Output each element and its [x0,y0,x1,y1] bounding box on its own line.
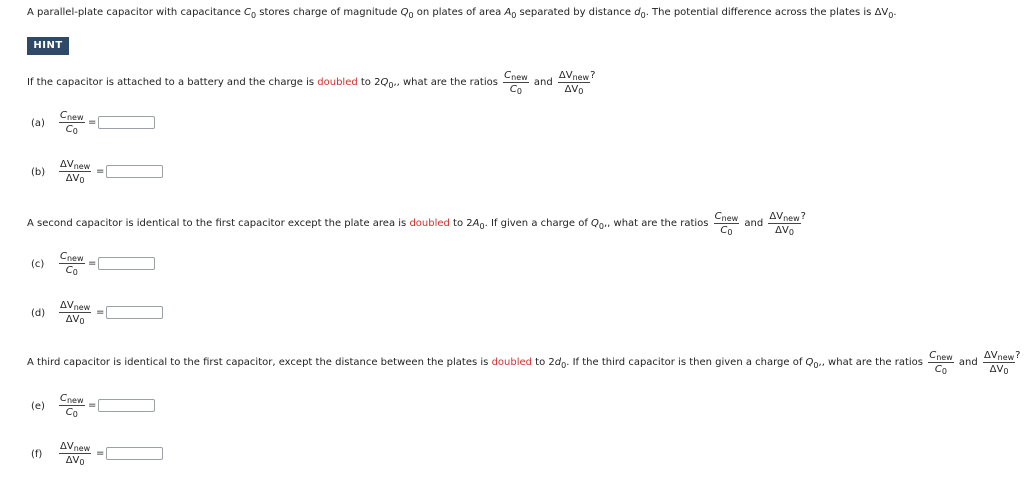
ratio-c: $\frac{C_{new}}{C_0}$ [714,210,739,237]
ratio-c: $\frac{C_{new}}{C_0}$ [60,393,84,419]
equals-sign: = [88,117,97,128]
question-3: A third capacitor is identical to the first capacitor, except the distance between the plates is doubled to $2d_0$. If the third capacitor is then given a charge of $Q_0$,, what are the ratios $\frac{C_{new}}{C_0}$ and $\frac{\Delta V_{new}}{\Delta V_0}$ ? [27,349,1021,376]
ratio-v: $\frac{\Delta V_{new}}{\Delta V_0}$ [983,349,1015,376]
equals-sign: = [88,258,97,269]
ratio-c: $\frac{C_{new}}{C_0}$ [60,251,84,277]
part-label-d: (d) [31,308,46,319]
part-label-a: (a) [31,118,45,129]
ratio-v: $\frac{\Delta V_{new}}{\Delta V_0}$ [769,210,800,237]
doubled-emphasis: doubled [409,218,450,229]
ratio-c: $\frac{C_{new}}{C_0}$ [504,69,528,96]
hint-button[interactable]: HINT [27,37,69,55]
problem-intro: A parallel-plate capacitor with capacitance $C_0$ stores charge of magnitude $Q_0$ on plates of area $A_0$ separated by distance $d_0$. The potential difference across the plates is $\Delta V_0$. [27,7,897,20]
answer-input-b[interactable] [106,165,163,178]
ratio-v: $\frac{\Delta V_{new}}{\Delta V_0}$ [60,441,91,467]
part-label-e: (e) [31,401,45,412]
ratio-c: $\frac{C_{new}}{C_0}$ [929,349,953,376]
ratio-c: $\frac{C_{new}}{C_0}$ [60,110,84,136]
question-1: If the capacitor is attached to a battery and the charge is doubled to $2Q_0$,, what are the ratios $\frac{C_{new}}{C_0}$ and $\frac{\Delta V_{new}}{\Delta V_0}$ ? [27,69,596,96]
equals-sign: = [96,166,105,177]
answer-input-a[interactable] [98,116,155,129]
doubled-emphasis: doubled [491,357,532,368]
part-label-b: (b) [31,167,46,178]
ratio-v: $\frac{\Delta V_{new}}{\Delta V_0}$ [60,300,91,326]
doubled-emphasis: doubled [317,77,358,88]
answer-input-e[interactable] [98,399,155,412]
part-label-f: (f) [31,449,43,460]
equals-sign: = [96,448,105,459]
part-label-c: (c) [31,259,45,270]
question-2: A second capacitor is identical to the first capacitor except the plate area is doubled to $2A_0$. If given a charge of $Q_0$,, what are the ratios $\frac{C_{new}}{C_0}$ and $\frac{\Delta V_{new}}{\Delta V_0}$ ? [27,210,806,237]
answer-input-d[interactable] [106,306,163,319]
ratio-v: $\frac{\Delta V_{new}}{\Delta V_0}$ [60,159,91,185]
equals-sign: = [88,400,97,411]
answer-input-f[interactable] [106,447,163,460]
ratio-v: $\frac{\Delta V_{new}}{\Delta V_0}$ [558,69,590,96]
answer-input-c[interactable] [98,257,155,270]
equals-sign: = [96,307,105,318]
